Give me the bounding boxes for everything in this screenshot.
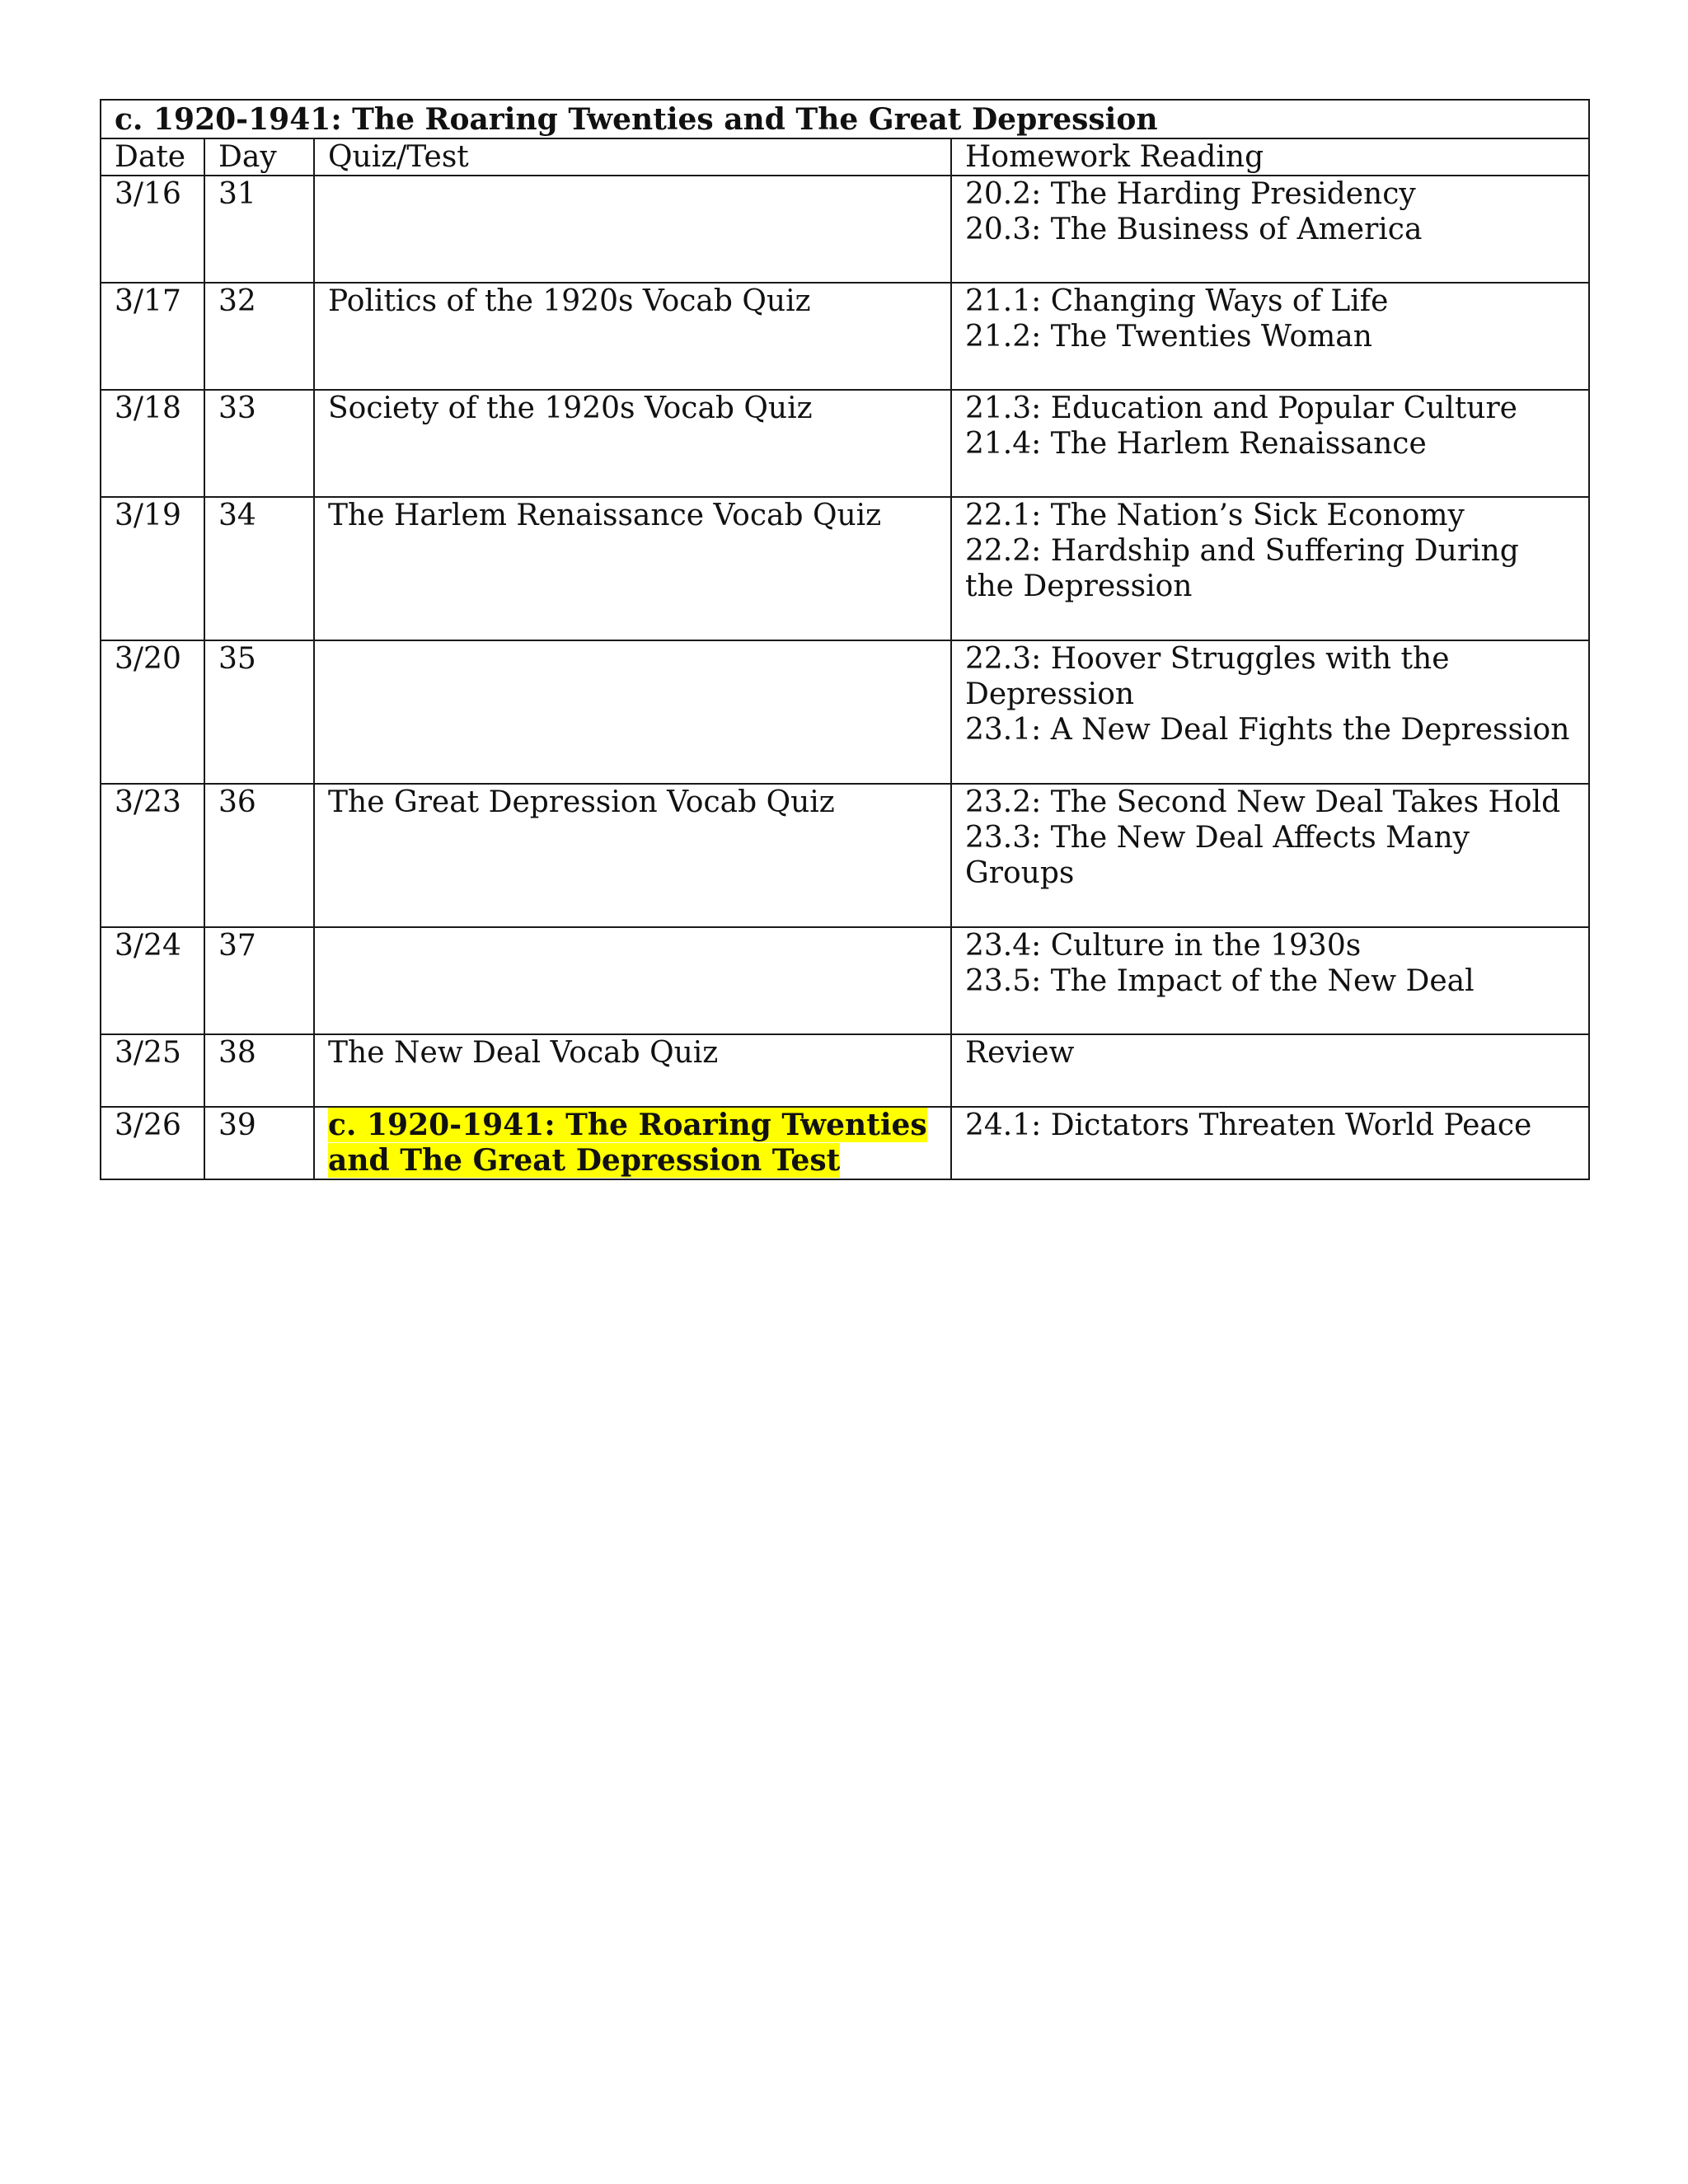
quiz-cell: Society of the 1920s Vocab Quiz: [314, 390, 951, 497]
reading-line: 23.2: The Second New Deal Takes Hold: [965, 785, 1561, 819]
date-cell: 3/17: [101, 283, 204, 390]
quiz-cell: [314, 176, 951, 283]
day-cell: 39: [204, 1107, 314, 1179]
reading-line: 21.3: Education and Popular Culture: [965, 391, 1517, 425]
day-cell: 33: [204, 390, 314, 497]
quiz-cell: [314, 640, 951, 784]
day-cell: 38: [204, 1034, 314, 1107]
table-row: [101, 1107, 1589, 1179]
day-cell: 34: [204, 497, 314, 640]
reading-line: 22.1: The Nation’s Sick Economy: [965, 499, 1465, 532]
date-cell: 3/16: [101, 176, 204, 283]
table-row: [101, 927, 1589, 1034]
table-row: [101, 640, 1589, 784]
header-quiz: Quiz/Test: [314, 138, 951, 176]
date-cell: 3/26: [101, 1107, 204, 1179]
day-cell: 37: [204, 927, 314, 1034]
table-row: [101, 784, 1589, 927]
reading-cell: [951, 390, 1589, 497]
schedule-table: [100, 99, 1590, 1180]
header-date: Date: [101, 138, 204, 176]
reading-line: 22.2: Hardship and Suffering During the Depression: [965, 534, 1519, 603]
day-cell: 36: [204, 784, 314, 927]
day-cell: 32: [204, 283, 314, 390]
reading-cell: [951, 1034, 1589, 1107]
header-reading: Homework Reading: [951, 138, 1589, 176]
reading-cell: [951, 283, 1589, 390]
quiz-cell: The Great Depression Vocab Quiz: [314, 784, 951, 927]
table-row: [101, 497, 1589, 640]
reading-line: 21.2: The Twenties Woman: [965, 320, 1372, 354]
table-title: c. 1920-1941: The Roaring Twenties and The Great Depression: [101, 100, 1589, 138]
date-cell: 3/23: [101, 784, 204, 927]
table-row: [101, 176, 1589, 283]
reading-cell: [951, 927, 1589, 1034]
reading-cell: [951, 1107, 1589, 1179]
reading-line: Review: [965, 1036, 1075, 1070]
reading-line: 23.1: A New Deal Fights the Depression: [965, 713, 1570, 747]
reading-line: 22.3: Hoover Struggles with the Depression: [965, 642, 1450, 711]
reading-cell: [951, 640, 1589, 784]
quiz-cell: The New Deal Vocab Quiz: [314, 1034, 951, 1107]
reading-line: 24.1: Dictators Threaten World Peace: [965, 1108, 1532, 1142]
reading-line: 23.4: Culture in the 1930s: [965, 929, 1362, 963]
table-row: [101, 390, 1589, 497]
reading-line: 23.3: The New Deal Affects Many Groups: [965, 821, 1470, 890]
reading-line: 21.1: Changing Ways of Life: [965, 284, 1389, 318]
table-header-row: [101, 138, 1589, 176]
quiz-cell: [314, 1107, 951, 1179]
table-title-row: [101, 100, 1589, 138]
reading-line: 21.4: The Harlem Renaissance: [965, 427, 1427, 461]
quiz-cell: The Harlem Renaissance Vocab Quiz: [314, 497, 951, 640]
reading-cell: [951, 497, 1589, 640]
date-cell: 3/24: [101, 927, 204, 1034]
date-cell: 3/25: [101, 1034, 204, 1107]
header-day: Day: [204, 138, 314, 176]
quiz-cell: Politics of the 1920s Vocab Quiz: [314, 283, 951, 390]
reading-line: 20.3: The Business of America: [965, 213, 1423, 246]
reading-line: 20.2: The Harding Presidency: [965, 177, 1416, 211]
date-cell: 3/20: [101, 640, 204, 784]
page-edge: [1685, 0, 1688, 2184]
day-cell: 31: [204, 176, 314, 283]
reading-cell: [951, 784, 1589, 927]
reading-line: 23.5: The Impact of the New Deal: [965, 964, 1475, 998]
day-cell: 35: [204, 640, 314, 784]
table-row: [101, 1034, 1589, 1107]
unit-test-highlight: c. 1920-1941: The Roaring Twenties and The Great Depression Test: [328, 1108, 927, 1178]
reading-cell: [951, 176, 1589, 283]
table-row: [101, 283, 1589, 390]
date-cell: 3/19: [101, 497, 204, 640]
date-cell: 3/18: [101, 390, 204, 497]
quiz-cell: [314, 927, 951, 1034]
